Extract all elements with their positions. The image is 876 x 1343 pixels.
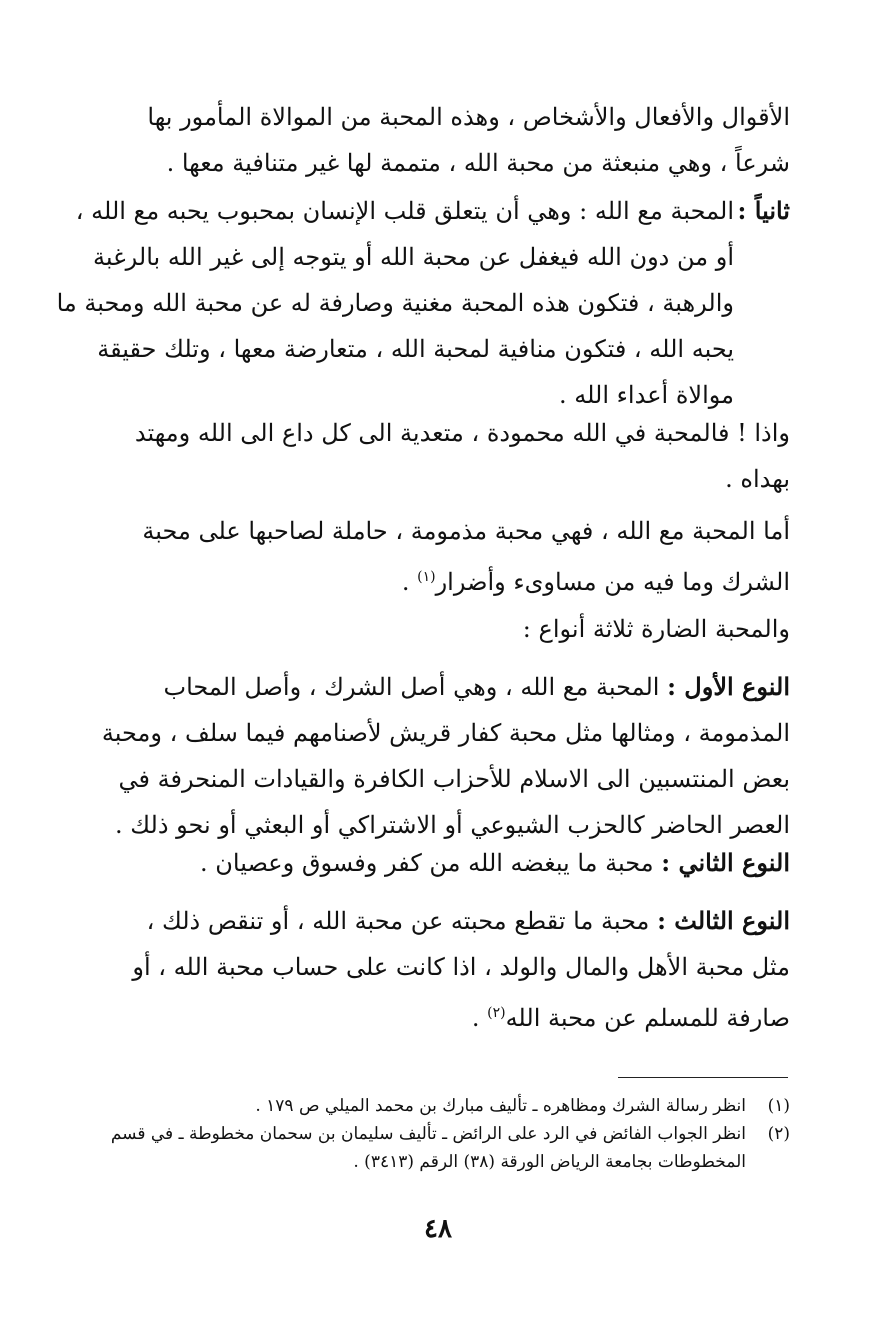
- text-run: محبة ما يبغضه الله من كفر وفسوق وعصيان .: [200, 849, 654, 877]
- text-line: أو من دون الله فيغفل عن محبة الله أو يتوجه إلى غير الله بالرغبة: [92, 243, 734, 271]
- footnote-text: انظر رسالة الشرك ومظاهره ـ تأليف مبارك بن محمد الميلي ص ١٧٩ .: [255, 1096, 746, 1116]
- footnote-number: (١): [767, 1096, 790, 1116]
- type-heading: النوع الأول :: [667, 672, 790, 701]
- footnote-number: (٢): [767, 1124, 790, 1144]
- paragraph-praised-love: [84, 410, 790, 502]
- text-run: .: [401, 568, 418, 596]
- text-line: واذا ! فالمحبة في الله محمودة ، متعدية الى كل داع الى الله ومهتد: [134, 419, 790, 447]
- footnote-divider: [618, 1077, 788, 1078]
- text-line: والمحبة الضارة ثلاثة أنواع :: [522, 615, 790, 643]
- footnote-text: انظر الجواب الفائض في الرد على الرائض ـ تأليف سليمان بن سحمان مخطوطة ـ في قسم: [110, 1124, 746, 1144]
- text-run: محبة ما تقطع محبته عن محبة الله ، أو تنقص ذلك ،: [146, 907, 650, 935]
- text-run: صارفة للمسلم عن محبة الله: [505, 1004, 790, 1032]
- text-line: يحبه الله ، فتكون منافية لمحبة الله ، متعارضة معها ، وتلك حقيقة: [97, 335, 734, 363]
- text-line: الأقوال والأفعال والأشخاص ، وهذه المحبة من الموالاة المأمور بها: [147, 103, 790, 131]
- text-line: [84, 898, 790, 944]
- text-line: بعض المنتسبين الى الاسلام للأحزاب الكافرة والقيادات المنحرفة في: [118, 765, 790, 793]
- text-line: أما المحبة مع الله ، فهي محبة مذمومة ، حاملة لصاحبها على محبة: [142, 517, 790, 545]
- paragraph-type-three: [84, 898, 790, 1041]
- type-heading: النوع الثالث :: [657, 906, 790, 935]
- page-number: ٤٨: [424, 1214, 452, 1244]
- footnote: [90, 1120, 790, 1176]
- text-run: المحبة مع الله ، وهي أصل الشرك ، وأصل المحاب: [163, 673, 660, 701]
- text-line: موالاة أعداء الله .: [558, 381, 734, 409]
- section-label: ثانياً :: [737, 196, 790, 225]
- paragraph-blamed-love: [84, 508, 790, 605]
- paragraph-type-two: [84, 840, 790, 886]
- type-heading: النوع الثاني :: [661, 848, 790, 877]
- text-run: .: [471, 1004, 488, 1032]
- text-line: شرعاً ، وهي منبعثة من محبة الله ، متممة لها غير متنافية معها .: [166, 149, 790, 177]
- footnote-text: المخطوطات بجامعة الرياض الورقة (٣٨) الرقم (٣٤١٣) .: [353, 1152, 746, 1172]
- text-run: الشرك وما فيه من مساوىء وأضرار: [435, 568, 790, 596]
- paragraph-types-intro: [84, 606, 790, 652]
- text-line: العصر الحاضر كالحزب الشيوعي أو الاشتراكي أو البعثي أو نحو ذلك .: [115, 811, 790, 839]
- text-line: والرهبة ، فتكون هذه المحبة مغنية وصارفة له عن محبة الله ومحبة ما: [56, 289, 734, 317]
- text-line: بهداه .: [725, 465, 790, 493]
- text-line: المذمومة ، ومثالها مثل محبة كفار قريش لأصنامهم فيما سلف ، ومحبة: [101, 719, 790, 747]
- text-line: المحبة مع الله : وهي أن يتعلق قلب الإنسان بمحبوب يحبه مع الله ،: [75, 197, 734, 225]
- text-line: [84, 664, 790, 710]
- paragraph-body: [56, 188, 734, 418]
- footnote-ref: (٢): [487, 1005, 506, 1021]
- paragraph-type-one: [84, 664, 790, 848]
- text-line: [84, 554, 790, 605]
- text-line: مثل محبة الأهل والمال والولد ، اذا كانت على حساب محبة الله ، أو: [132, 953, 790, 981]
- paragraph-intro: [84, 94, 790, 186]
- footnote-ref: (١): [417, 569, 436, 585]
- footnote: [90, 1092, 790, 1120]
- text-line: [84, 990, 790, 1041]
- text-line: [84, 840, 790, 886]
